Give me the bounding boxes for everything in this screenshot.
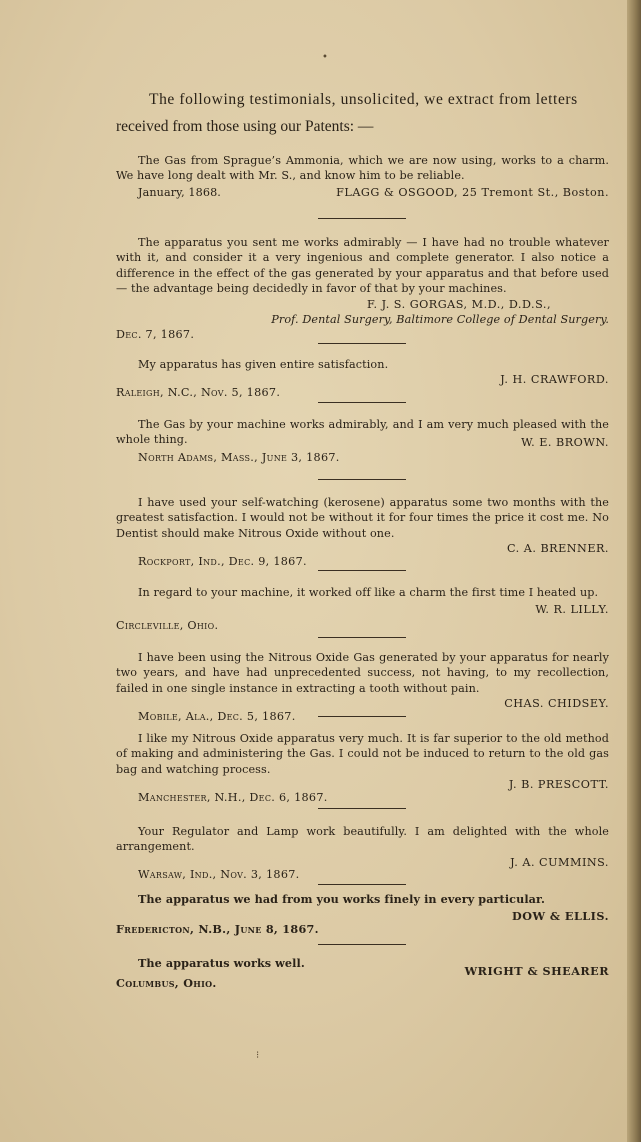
testimonial-signature: F. J. S. GORGAS, M.D., D.D.S., xyxy=(366,297,551,311)
testimonial-text: I like my Nitrous Oxide apparatus very much. It is far superior to the old method of making and administering the Gas. I could not be induced to return to the old gas bag and watching process. xyxy=(116,732,609,776)
divider-rule xyxy=(318,343,406,344)
testimonial-signature: W. R. LILLY. xyxy=(535,603,609,617)
testimonial-flagg-osgood xyxy=(116,153,609,200)
testimonial-wright-shearer xyxy=(116,956,609,992)
testimonial-place: Columbus, Ohio. xyxy=(116,976,217,991)
testimonial-signature: DOW & ELLIS. xyxy=(512,909,609,924)
print-speck: • xyxy=(322,52,328,63)
page-edge xyxy=(627,0,641,1142)
testimonial-text: I have been using the Nitrous Oxide Gas generated by your apparatus for nearly two years, and have had unprecedented success, not having, to my recollection, failed in one single instance in extracting a tooth without pain. xyxy=(116,651,609,695)
testimonial-date: January, 1868. xyxy=(138,185,221,199)
testimonial-chidsey xyxy=(116,650,609,724)
testimonial-text: The apparatus you sent me works admirably — I have had no trouble whatever with it, and consider it a very ingenious and complete generator. I also notice a difference in the effect of the gas generated by your apparatus and that before used — the advantage being decidedly in favor of that by your machines. xyxy=(116,236,609,296)
divider-rule xyxy=(318,637,406,638)
divider-rule xyxy=(318,944,406,945)
divider-rule xyxy=(318,716,406,717)
intro-line-1: The following testimonials, unsolicited, we extract from letters xyxy=(149,91,578,108)
testimonial-signature: J. A. CUMMINS. xyxy=(510,855,609,869)
testimonial-text: The Gas from Sprague’s Ammonia, which we are now using, works to a charm. We have long dealt with Mr. S., and know him to be reliable. xyxy=(116,154,609,183)
testimonial-brenner xyxy=(116,495,609,569)
intro-line-2: received from those using our Patents: — xyxy=(116,118,374,135)
testimonial-text: My apparatus has given entire satisfaction. xyxy=(138,358,389,371)
testimonial-signature: W. E. BROWN. xyxy=(521,435,609,449)
divider-rule xyxy=(318,884,406,885)
testimonial-lilly xyxy=(116,585,609,633)
intro-paragraph xyxy=(116,86,611,140)
testimonial-place: Rockport, Ind., Dec. 9, 1867. xyxy=(138,554,307,568)
testimonial-text: Your Regulator and Lamp work beautifully. I am delighted with the whole arrangement. xyxy=(116,825,609,854)
testimonial-place: Manchester, N.H., Dec. 6, 1867. xyxy=(138,790,328,804)
divider-rule xyxy=(318,402,406,403)
testimonial-date: Dec. 7, 1867. xyxy=(116,328,195,342)
divider-rule xyxy=(318,218,406,219)
testimonial-place: Fredericton, N.B., June 8, 1867. xyxy=(116,921,319,936)
testimonial-place: Circleville, Ohio. xyxy=(116,618,219,632)
testimonial-text: The Gas by your machine works admirably, and I am very much pleased with the whole thing. xyxy=(116,418,609,447)
testimonial-signature: WRIGHT & SHEARER xyxy=(464,964,609,978)
testimonial-text: The apparatus we had from you works finely in every particular. xyxy=(138,892,545,906)
testimonial-place: Raleigh, N.C., Nov. 5, 1867. xyxy=(116,385,281,399)
testimonial-signature: J. B. PRESCOTT. xyxy=(508,778,609,792)
testimonial-brown xyxy=(116,417,609,466)
testimonial-place: Warsaw, Ind., Nov. 3, 1867. xyxy=(138,868,300,882)
testimonial-prescott xyxy=(116,731,609,805)
divider-rule xyxy=(318,808,406,809)
testimonial-cummins xyxy=(116,824,609,883)
testimonial-place: North Adams, Mass., June 3, 1867. xyxy=(138,451,340,465)
testimonial-signature: J. H. CRAWFORD. xyxy=(500,373,609,387)
testimonial-text: The apparatus works well. xyxy=(138,956,305,970)
testimonial-gorgas xyxy=(116,235,609,343)
divider-rule xyxy=(318,479,406,480)
testimonial-signature: C. A. BRENNER. xyxy=(506,542,609,556)
divider-rule xyxy=(318,570,406,571)
testimonial-text: In regard to your machine, it worked off like a charm the first time I heated up. xyxy=(138,586,599,599)
date-signature-row xyxy=(116,185,609,200)
testimonial-signature: FLAGG & OSGOOD, 25 Tremont St., Boston. xyxy=(336,185,609,199)
testimonial-crawford xyxy=(116,357,609,400)
testimonial-title: Prof. Dental Surgery, Baltimore College of Dental Surgery. xyxy=(271,313,609,327)
print-speck: ⁝ xyxy=(256,1050,260,1061)
testimonial-text: I have used your self-watching (kerosene) apparatus some two months with the greatest satisfaction. I would not be without it for four times the price it cost me. No Dentist should make Nitrous Oxide without one. xyxy=(116,496,609,540)
testimonial-place: Mobile, Ala., Dec. 5, 1867. xyxy=(138,709,296,723)
testimonial-dow-ellis xyxy=(116,892,609,937)
text-signature-row xyxy=(116,956,609,978)
testimonial-signature: CHAS. CHIDSEY. xyxy=(504,697,609,711)
